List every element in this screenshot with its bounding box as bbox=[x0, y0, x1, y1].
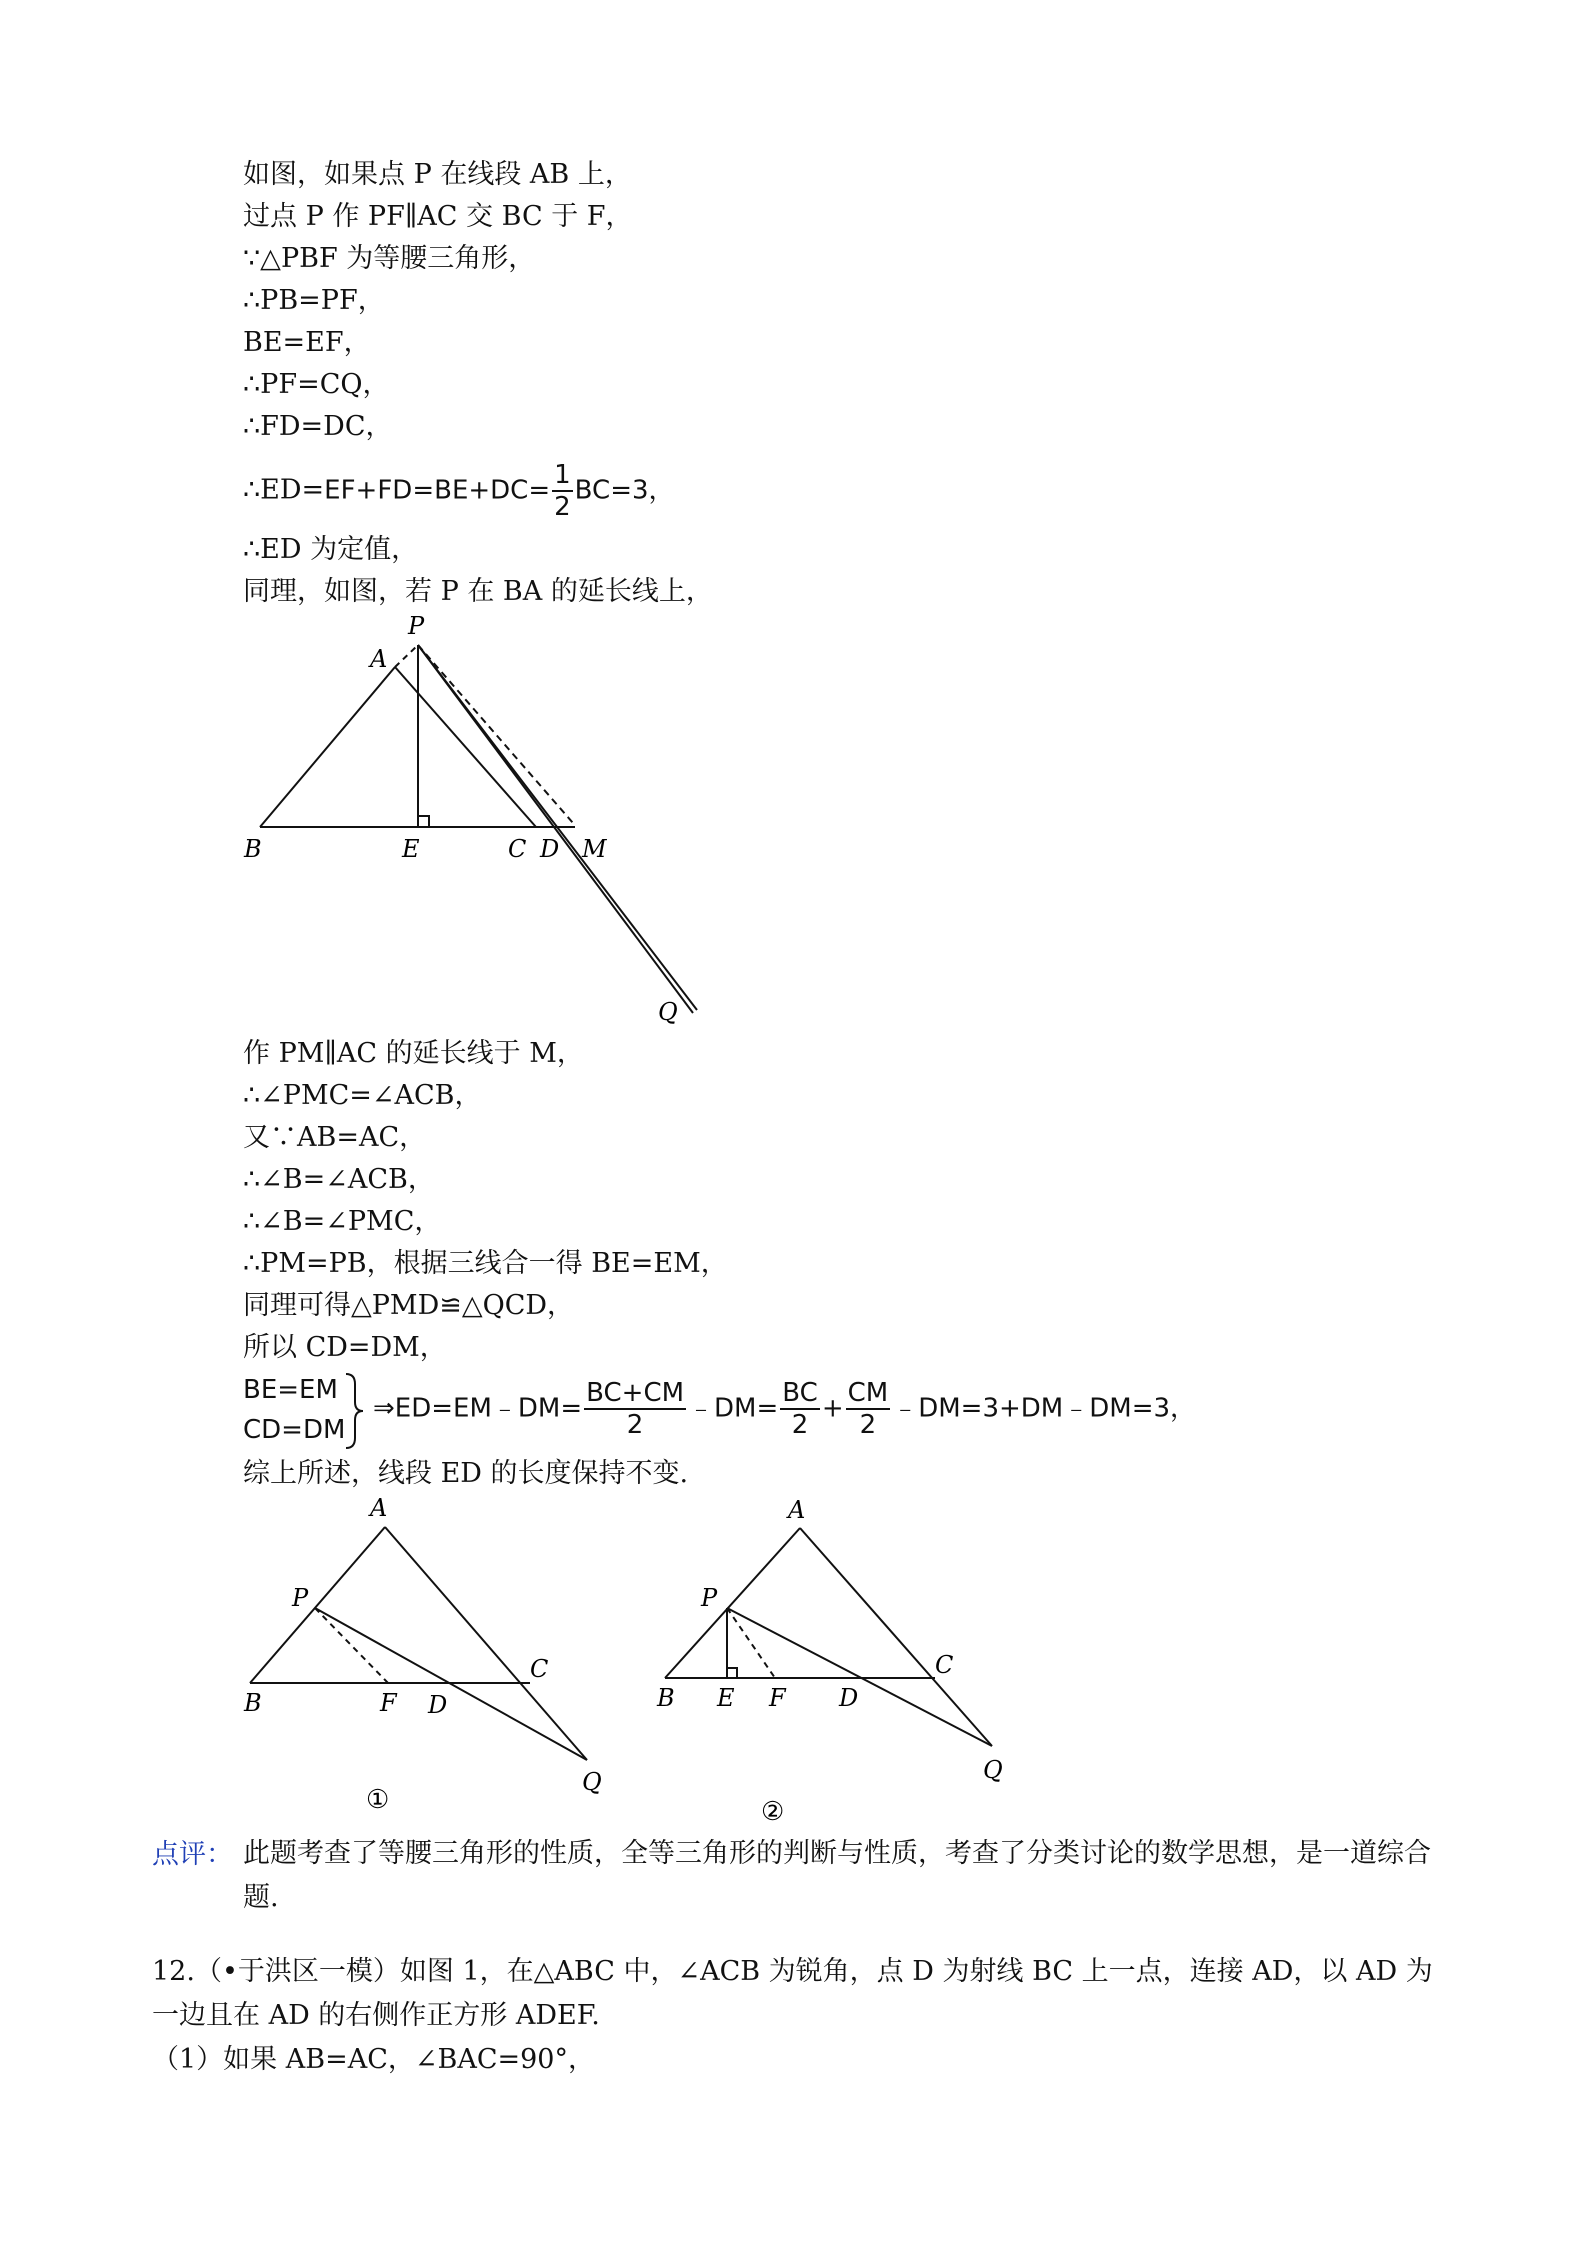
label-q: Q bbox=[582, 1768, 602, 1796]
label-m: M bbox=[582, 835, 607, 863]
segment-ab bbox=[665, 1528, 800, 1678]
text-line: ∴FD=DC， bbox=[243, 411, 393, 442]
formula-body: EF+FD=BE+DC= bbox=[324, 475, 551, 506]
right-angle-mark bbox=[727, 1668, 737, 1678]
label-q: Q bbox=[658, 998, 678, 1026]
label-e: E bbox=[717, 1684, 735, 1712]
text-line: BE=EF， bbox=[243, 327, 371, 358]
label-p: P bbox=[292, 1584, 309, 1612]
label-q: Q bbox=[983, 1756, 1003, 1784]
formula-prefix: ∴ED= bbox=[243, 474, 325, 506]
question-12-line-1: 12.（•于洪区一模）如图 1，在△ABC 中，∠ACB 为锐角，点 D 为射线 BC 上一点，连接 AD，以 AD 为 bbox=[152, 1956, 1433, 1987]
fraction-cm bbox=[846, 1380, 891, 1438]
label-b: B bbox=[244, 835, 262, 863]
segment-pa-dashed bbox=[395, 645, 418, 667]
text-line: ∴PB=PF， bbox=[243, 285, 385, 316]
text-line: 同理可得△PMD≌△QCD， bbox=[243, 1290, 575, 1321]
fraction-numerator: 1 bbox=[554, 460, 571, 490]
fraction-numerator: BC+CM bbox=[586, 1378, 685, 1408]
label-d: D bbox=[839, 1684, 859, 1712]
text-line: ∴PF=CQ， bbox=[243, 369, 390, 400]
fraction-denominator: 2 bbox=[791, 1410, 809, 1440]
label-p: P bbox=[701, 1584, 718, 1612]
label-e: E bbox=[402, 835, 420, 863]
conclusion-line: 综上所述，线段 ED 的长度保持不变. bbox=[243, 1458, 689, 1489]
label-f: F bbox=[380, 1689, 397, 1717]
text-line: 过点 P 作 PF∥AC 交 BC 于 F， bbox=[243, 201, 633, 232]
geometry-figure-3 bbox=[645, 1490, 1035, 1830]
text-line: ∴∠PMC=∠ACB， bbox=[243, 1080, 482, 1111]
label-a: A bbox=[370, 645, 388, 673]
text-line: 所以 CD=DM， bbox=[243, 1332, 447, 1363]
text-line: ∴PM=PB，根据三线合一得 BE=EM， bbox=[243, 1248, 728, 1279]
segment-ab bbox=[260, 667, 395, 827]
label-f: F bbox=[769, 1684, 786, 1712]
fraction-bc-cm bbox=[584, 1380, 686, 1438]
figure-caption: ① bbox=[366, 1785, 390, 1815]
label-a: A bbox=[370, 1494, 388, 1522]
right-brace-icon bbox=[343, 1372, 365, 1450]
segment-aq bbox=[385, 1527, 587, 1760]
geometry-figure-2 bbox=[230, 1490, 630, 1820]
text-line: 同理，如图，若 P 在 BA 的延长线上， bbox=[243, 576, 713, 607]
derivation-part-3: ﹣DM=3+DM﹣DM=3， bbox=[892, 1393, 1197, 1424]
remark-label: 点评： bbox=[152, 1839, 233, 1870]
formula-suffix: BC=3， bbox=[574, 475, 675, 506]
segment-pf-dashed bbox=[315, 1608, 388, 1683]
fraction-denominator: 2 bbox=[554, 492, 571, 522]
text-line: ∴∠B=∠ACB， bbox=[243, 1164, 435, 1195]
geometry-figure-1 bbox=[230, 610, 730, 1030]
text-line: ∵△PBF 为等腰三角形， bbox=[243, 243, 536, 274]
label-d: D bbox=[428, 1691, 448, 1719]
label-c: C bbox=[508, 835, 527, 863]
remark-text: 此题考查了等腰三角形的性质，全等三角形的判断与性质，考查了分类讨论的数学思想，是一道综合题. bbox=[243, 1838, 1431, 1913]
label-a: A bbox=[788, 1496, 806, 1524]
label-b: B bbox=[657, 1684, 675, 1712]
derivation-part-1: ⇒ED=EM﹣DM= bbox=[373, 1393, 583, 1424]
question-12-line-2: 一边且在 AD 的右侧作正方形 ADEF. bbox=[152, 2000, 600, 2031]
condition-be-em: BE=EM bbox=[243, 1375, 338, 1405]
text-line: 作 PM∥AC 的延长线于 M， bbox=[243, 1038, 584, 1069]
fraction-numerator: BC bbox=[782, 1378, 818, 1408]
segment-pm-dashed bbox=[418, 645, 573, 823]
label-b: B bbox=[244, 1689, 262, 1717]
segment-aq bbox=[800, 1528, 992, 1746]
formula-ed bbox=[243, 460, 675, 522]
derivation-plus: + bbox=[821, 1393, 844, 1424]
text-line: ∴∠B=∠PMC， bbox=[243, 1206, 442, 1237]
fraction-bc bbox=[780, 1380, 820, 1438]
text-line: 如图，如果点 P 在线段 AB 上， bbox=[243, 159, 632, 190]
brace-conditions bbox=[243, 1370, 345, 1450]
fraction-denominator: 2 bbox=[626, 1410, 644, 1440]
brace-derivation bbox=[373, 1380, 1196, 1438]
label-d: D bbox=[540, 835, 560, 863]
label-p: P bbox=[408, 612, 425, 640]
fraction-numerator: CM bbox=[847, 1378, 889, 1408]
derivation-part-2: ﹣DM= bbox=[688, 1393, 779, 1424]
segment-ac bbox=[395, 667, 536, 827]
label-c: C bbox=[530, 1655, 549, 1683]
question-12-line-3: （1）如果 AB=AC，∠BAC=90°， bbox=[152, 2044, 595, 2075]
text-line: 又∵AB=AC， bbox=[243, 1122, 427, 1153]
fraction-denominator: 2 bbox=[859, 1410, 877, 1440]
figure-caption: ② bbox=[761, 1797, 785, 1827]
fraction-half bbox=[552, 462, 573, 520]
text-line: ∴ED 为定值， bbox=[243, 534, 419, 565]
label-c: C bbox=[935, 1651, 954, 1679]
right-angle-mark bbox=[418, 816, 429, 827]
condition-cd-dm: CD=DM bbox=[243, 1415, 346, 1445]
